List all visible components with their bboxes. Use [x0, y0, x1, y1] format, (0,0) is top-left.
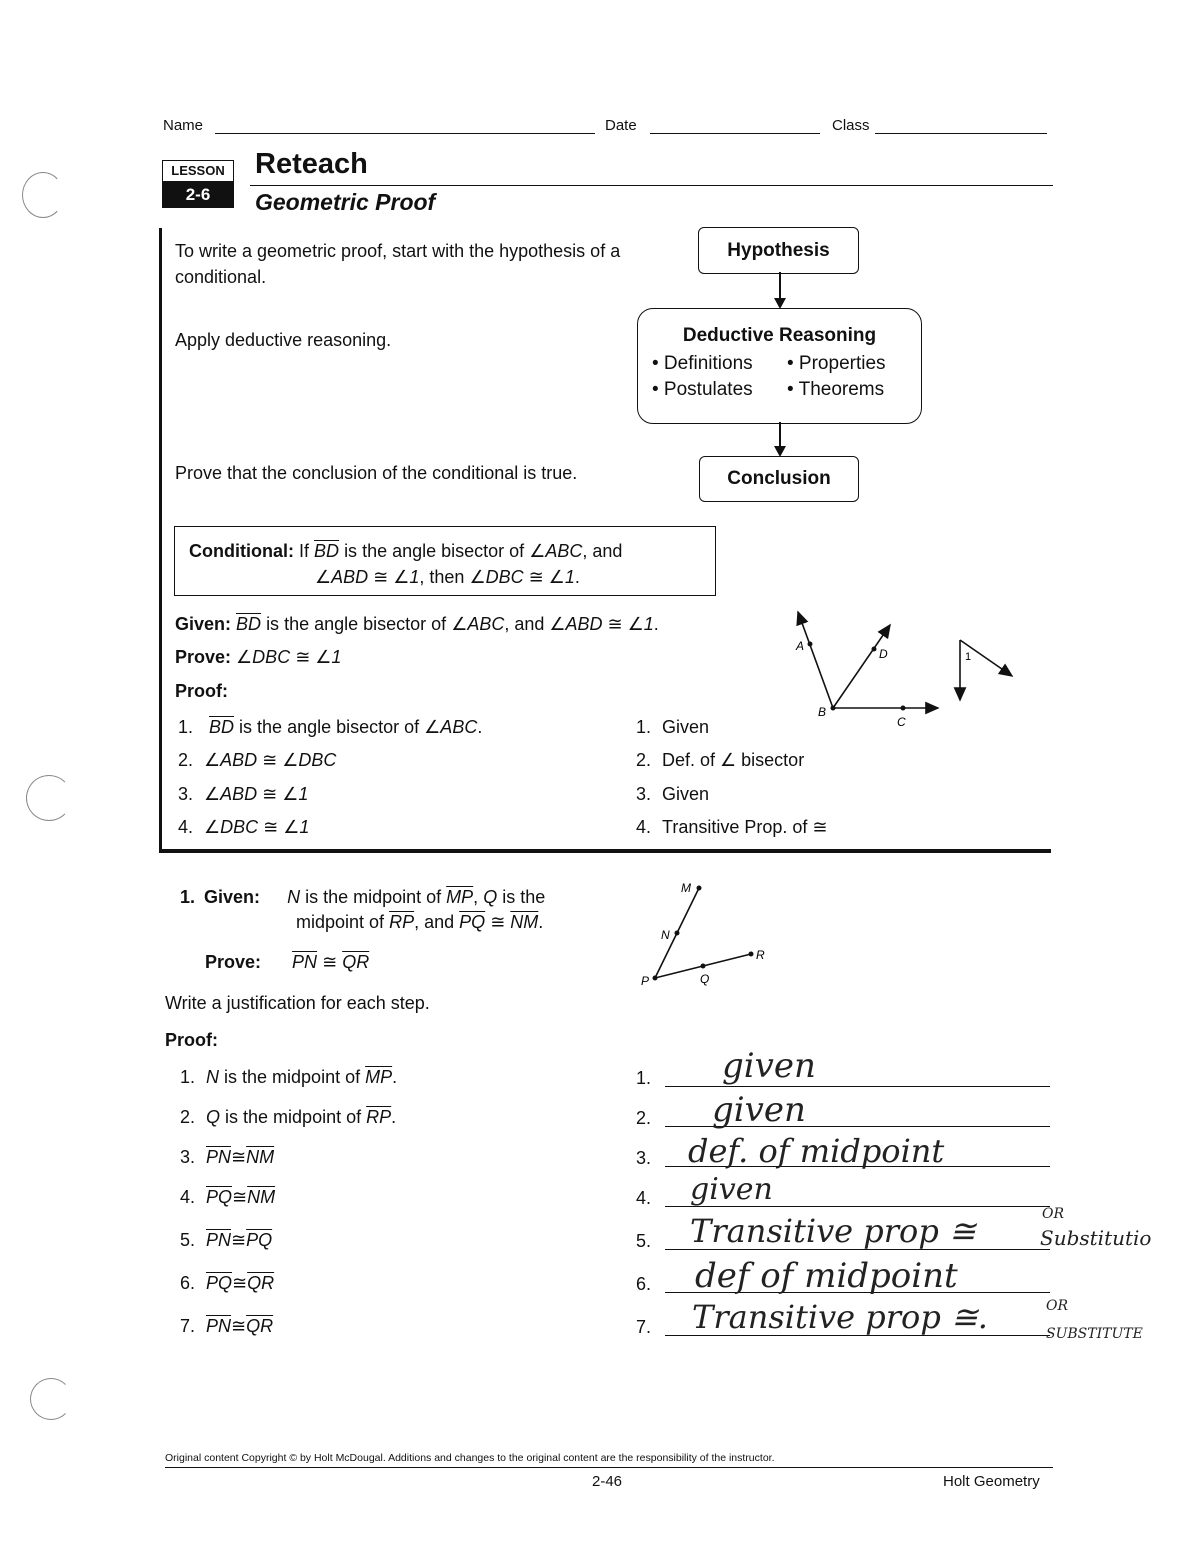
example-step-number: 4.: [178, 817, 194, 837]
intro-hypothesis-text: To write a geometric proof, start with the hypothesis of a conditional.: [175, 241, 621, 287]
example-reason-text: Given: [662, 717, 710, 737]
point-b: [831, 706, 836, 711]
exercise-step-text: is the midpoint of: [225, 1107, 362, 1127]
example-prove: [175, 647, 341, 668]
point-a: [808, 642, 813, 647]
example-step-4: [178, 817, 309, 838]
exercise-step-segment-right: $\overline{NM}$: [246, 1147, 275, 1167]
reteach-box-left-border: [159, 228, 162, 853]
answer-number-1: 1.: [636, 1068, 652, 1088]
exercise-step-number: 3.: [180, 1147, 196, 1167]
ray-bd: [833, 625, 890, 708]
conclusion-label: Conclusion: [727, 468, 831, 489]
exercise-step-segment-left: $\overline{PN}$: [206, 1147, 232, 1167]
example-prove-statement: ∠DBC ≅ ∠1: [236, 647, 342, 667]
exercise-step-number: 2.: [180, 1107, 196, 1127]
lesson-badge-number: 2-6: [162, 182, 234, 208]
exercise-prove-label: Prove:: [205, 952, 262, 972]
answer-4: given: [690, 1172, 773, 1207]
exercise-step-4: [180, 1187, 275, 1208]
example-given-text: is the angle bisector of: [266, 614, 447, 634]
example-given: [175, 614, 659, 635]
example-reason-text: Given: [662, 784, 710, 804]
example-reason-number: 2.: [636, 750, 652, 770]
intro-deductive-text: Apply deductive reasoning.: [175, 330, 392, 350]
example-step-number: 2.: [178, 750, 194, 770]
class-label: Class: [832, 117, 870, 134]
angle-bisector-figure: [780, 600, 1040, 735]
answer-number-3: 3.: [636, 1148, 652, 1168]
example-step-statement: ∠ABD ≅ ∠DBC: [204, 750, 337, 770]
lesson-badge: [162, 160, 234, 210]
margin-note-or-2: OR: [1046, 1298, 1069, 1314]
example-reason-4: [636, 817, 827, 838]
flow-arrow-2: [770, 422, 790, 458]
example-step-text: is the angle bisector of: [239, 717, 420, 737]
point-n: [675, 931, 680, 936]
exercise-step-segment-left: $\overline{PN}$: [206, 1316, 232, 1336]
exercise-step-end: .: [391, 1107, 397, 1127]
exercise-prove-segment-pn: $\overline{PN}$: [292, 952, 318, 972]
exercise-given-segment-nm: $\overline{NM}$: [510, 912, 539, 932]
exercise-step-end: .: [392, 1067, 398, 1087]
conclusion-box: [699, 456, 859, 502]
conditional-if: If: [299, 541, 310, 561]
answer-2: given: [712, 1090, 806, 1130]
label-c: C: [897, 715, 906, 729]
exercise-step-segment-left: $\overline{PQ}$: [206, 1187, 233, 1207]
exercise-given-comma: ,: [473, 887, 479, 907]
footer-book-title: Holt Geometry: [943, 1473, 1040, 1490]
name-line: [215, 133, 595, 134]
answer-number-6: 6.: [636, 1274, 652, 1294]
exercise-step-segment: $\overline{RP}$: [366, 1107, 392, 1127]
answer-number-4: 4.: [636, 1188, 652, 1208]
example-reason-number: 3.: [636, 784, 652, 804]
binder-hole-top: [22, 172, 64, 218]
point-q: [701, 964, 706, 969]
example-given-angle-abc: ∠ABC: [451, 614, 505, 634]
exercise-step-segment-right: $\overline{QR}$: [246, 1316, 274, 1336]
exercise-given-segment-rp: $\overline{RP}$: [389, 912, 415, 932]
exercise-step-number: 6.: [180, 1273, 196, 1293]
exercise-step-congruent: ≅: [232, 1187, 248, 1207]
binder-hole-middle: [26, 775, 72, 821]
exercise-step-point: Q: [206, 1107, 221, 1127]
answer-7: Transitive prop ≅.: [692, 1298, 988, 1336]
exercise-step-number: 7.: [180, 1316, 196, 1336]
midpoint-figure: [635, 875, 775, 990]
example-reason-1: [636, 717, 709, 738]
lesson-badge-top: LESSON: [162, 160, 234, 182]
example-proof-label: Proof:: [175, 681, 228, 701]
label-m: M: [681, 881, 691, 895]
point-r: [749, 952, 754, 957]
exercise-step-5: [180, 1230, 272, 1251]
exercise-given-label: Given:: [204, 887, 261, 907]
date-line: [650, 133, 820, 134]
answer-number-5: 5.: [636, 1231, 652, 1251]
deductive-item-postulates: • Postulates: [652, 379, 753, 400]
exercise-step-2: [180, 1107, 396, 1128]
exercise-prove: [205, 952, 369, 973]
exercise-step-6: [180, 1273, 274, 1294]
answer-1: given: [722, 1046, 816, 1086]
date-label: Date: [605, 117, 637, 134]
example-step-end: .: [477, 717, 483, 737]
conditional-text: is the angle bisector of: [344, 541, 525, 561]
example-step-angle: ∠ABC: [424, 717, 478, 737]
conditional-angle-abd: ∠ABD ≅ ∠1: [315, 567, 420, 587]
name-field[interactable]: [163, 117, 203, 134]
margin-note-or-1: OR: [1042, 1206, 1065, 1222]
exercise-step-segment-left: $\overline{PQ}$: [206, 1273, 233, 1293]
label-r: R: [756, 948, 765, 962]
answer-number-2: 2.: [636, 1108, 652, 1128]
exercise-instruction: Write a justification for each step.: [165, 993, 430, 1013]
label-n: N: [661, 928, 670, 942]
example-step-segment: $\overline{BD}$: [209, 717, 235, 737]
example-reason-number: 4.: [636, 817, 652, 837]
conditional-angle-dbc: ∠DBC ≅ ∠1: [469, 567, 575, 587]
binder-hole-bottom: [30, 1378, 72, 1420]
point-c: [901, 706, 906, 711]
exercise-step-congruent: ≅: [231, 1147, 247, 1167]
example-step-statement: ∠ABD ≅ ∠1: [204, 784, 309, 804]
label-angle-1: 1: [965, 651, 972, 663]
exercise-step-number: 5.: [180, 1230, 196, 1250]
exercise-proof-label: Proof:: [165, 1030, 218, 1050]
exercise-step-point: N: [206, 1067, 219, 1087]
conditional-then: , then: [419, 567, 465, 587]
example-step-number: 3.: [178, 784, 194, 804]
example-given-segment: $\overline{BD}$: [236, 614, 262, 634]
exercise-step-segment-left: $\overline{PN}$: [206, 1230, 232, 1250]
example-given-end: .: [653, 614, 659, 634]
point-d: [872, 647, 877, 652]
deductive-item-properties: • Properties: [787, 353, 886, 374]
conditional-angle-abc: ∠ABC: [529, 541, 583, 561]
example-prove-label: Prove:: [175, 647, 232, 667]
deductive-reasoning-title: Deductive Reasoning: [682, 325, 877, 346]
answer-5: Transitive prop ≅: [690, 1212, 976, 1250]
hypothesis-box: [698, 227, 859, 274]
exercise-step-segment-right: $\overline{QR}$: [247, 1273, 275, 1293]
label-d: D: [879, 647, 888, 661]
conditional-label: Conditional:: [189, 541, 294, 561]
lesson-title: Reteach: [255, 148, 368, 180]
exercise-given: [180, 882, 545, 912]
exercise-given-segment-mp: $\overline{MP}$: [446, 887, 474, 907]
example-given-label: Given:: [175, 614, 232, 634]
example-step-2: [178, 750, 336, 771]
example-given-angle-abd: ∠ABD ≅ ∠1: [549, 614, 654, 634]
name-label: Name: [163, 117, 204, 134]
class-field[interactable]: [832, 117, 870, 134]
answer-3: def. of midpoint: [688, 1132, 945, 1170]
title-rule: [250, 185, 1053, 186]
example-reason-text: Def. of ∠ bisector: [662, 750, 805, 770]
hypothesis-label: Hypothesis: [727, 240, 830, 261]
flow-arrow-1: [770, 272, 790, 310]
exercise-step-7: [180, 1316, 273, 1337]
deductive-reasoning-box: [637, 308, 922, 424]
exercise-step-number: 4.: [180, 1187, 196, 1207]
example-reason-number: 1.: [636, 717, 652, 737]
exercise-given-is-the: is the: [502, 887, 546, 907]
example-step-statement: ∠DBC ≅ ∠1: [204, 817, 310, 837]
conditional-and: , and: [582, 541, 623, 561]
exercise-step-segment-right: $\overline{PQ}$: [246, 1230, 273, 1250]
label-p: P: [641, 974, 650, 988]
label-q: Q: [700, 972, 710, 986]
exercise-step-congruent: ≅: [232, 1273, 248, 1293]
example-reason-3: [636, 784, 709, 805]
deductive-item-theorems: • Theorems: [787, 379, 885, 400]
exercise-given-line-2: [296, 912, 543, 933]
ray-ba: [798, 612, 833, 708]
answer-number-7: 7.: [636, 1317, 652, 1337]
exercise-number: 1.: [180, 887, 196, 907]
exercise-given-text: is the midpoint of: [305, 887, 442, 907]
example-given-and: , and: [504, 614, 545, 634]
exercise-given-end: .: [538, 912, 544, 932]
footer-copyright: Original content Copyright © by Holt McDougal. Additions and changes to the original content are the responsibility of the instructor.: [165, 1452, 775, 1464]
exercise-given-congruent: ≅: [490, 912, 506, 932]
exercise-step-segment: $\overline{MP}$: [365, 1067, 393, 1087]
exercise-given-segment-pq: $\overline{PQ}$: [459, 912, 486, 932]
answer-6: def of midpoint: [695, 1256, 958, 1296]
reteach-box-bottom-border: [159, 849, 1051, 853]
exercise-step-congruent: ≅: [231, 1230, 247, 1250]
example-step-1: [178, 717, 482, 738]
intro-conclusion-text: Prove that the conclusion of the conditional is true.: [175, 463, 578, 483]
exercise-given-point-q: Q: [483, 887, 498, 907]
exercise-given-and: , and: [414, 912, 455, 932]
exercise-given-point-n: N: [287, 887, 301, 907]
exercise-step-1: [180, 1067, 397, 1088]
point-m: [697, 886, 702, 891]
exercise-prove-segment-qr: $\overline{QR}$: [342, 952, 370, 972]
lesson-subtitle: Geometric Proof: [255, 189, 436, 215]
label-b: B: [818, 705, 827, 719]
example-step-number: 1.: [178, 717, 194, 737]
footer-rule: [165, 1467, 1053, 1468]
exercise-step-text: is the midpoint of: [224, 1067, 361, 1087]
example-reason-text: Transitive Prop. of ≅: [662, 817, 828, 837]
exercise-step-segment-right: $\overline{NM}$: [247, 1187, 276, 1207]
exercise-step-number: 1.: [180, 1067, 196, 1087]
exercise-prove-congruent: ≅: [322, 952, 338, 972]
conditional-period: .: [574, 567, 580, 587]
date-field[interactable]: [605, 117, 637, 134]
deductive-item-definitions: • Definitions: [652, 353, 753, 374]
conditional-box: [174, 526, 716, 596]
label-a: A: [796, 639, 805, 653]
margin-note-substitution-1: Substitutio: [1040, 1226, 1152, 1250]
exercise-step-congruent: ≅: [231, 1316, 247, 1336]
point-p: [653, 976, 658, 981]
example-step-3: [178, 784, 308, 805]
exercise-step-3: [180, 1147, 274, 1168]
exercise-given-midpoint-of: midpoint of: [296, 912, 385, 932]
margin-note-substitution-2: SUBSTITUTE: [1046, 1326, 1143, 1342]
example-reason-2: [636, 750, 804, 771]
conditional-segment-bd: $\overline{BD}$: [314, 541, 340, 561]
footer-page-number: 2-46: [592, 1473, 623, 1490]
answer-line-1[interactable]: [665, 1086, 1050, 1087]
class-line: [875, 133, 1047, 134]
